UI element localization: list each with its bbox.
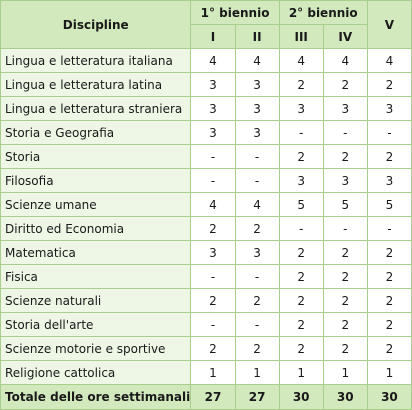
- table-row: [1, 121, 412, 145]
- hours-cell: 2: [323, 145, 367, 169]
- hours-cell: 3: [191, 97, 235, 121]
- hours-cell: 3: [191, 121, 235, 145]
- subject-cell: Filosofia: [1, 169, 191, 193]
- hours-cell: -: [235, 145, 279, 169]
- hours-cell: 2: [279, 73, 323, 97]
- subject-cell: Diritto ed Economia: [1, 217, 191, 241]
- total-hours-cell: 30: [367, 385, 411, 410]
- subject-cell: Storia e Geografia: [1, 121, 191, 145]
- hours-cell: 2: [367, 313, 411, 337]
- table-body: [1, 49, 412, 410]
- hours-cell: 1: [367, 361, 411, 385]
- hours-cell: 2: [323, 289, 367, 313]
- table-row: [1, 73, 412, 97]
- hours-cell: 4: [191, 193, 235, 217]
- hours-cell: -: [235, 169, 279, 193]
- subject-cell: Storia: [1, 145, 191, 169]
- hours-cell: 1: [191, 361, 235, 385]
- hours-cell: 4: [279, 49, 323, 73]
- hours-cell: 5: [323, 193, 367, 217]
- year-header: I: [191, 25, 235, 49]
- subject-cell: Matematica: [1, 241, 191, 265]
- hours-cell: -: [191, 313, 235, 337]
- total-hours-cell: 30: [323, 385, 367, 410]
- hours-cell: 2: [367, 337, 411, 361]
- hours-cell: 3: [235, 73, 279, 97]
- hours-cell: -: [367, 217, 411, 241]
- table-row: [1, 289, 412, 313]
- hours-cell: 2: [323, 241, 367, 265]
- hours-cell: 2: [191, 289, 235, 313]
- hours-cell: 4: [191, 49, 235, 73]
- hours-cell: 2: [235, 289, 279, 313]
- hours-cell: 2: [323, 265, 367, 289]
- hours-cell: 2: [235, 217, 279, 241]
- subject-cell: Religione cattolica: [1, 361, 191, 385]
- hours-cell: -: [191, 265, 235, 289]
- fifth-year-header: V: [367, 1, 411, 49]
- hours-cell: 3: [191, 73, 235, 97]
- hours-cell: 3: [279, 169, 323, 193]
- hours-cell: 2: [367, 241, 411, 265]
- year-header: IV: [323, 25, 367, 49]
- hours-cell: 3: [367, 97, 411, 121]
- hours-cell: -: [279, 121, 323, 145]
- total-hours-cell: 27: [235, 385, 279, 410]
- subject-cell: Lingua e letteratura italiana: [1, 49, 191, 73]
- total-label: Totale delle ore settimanali: [1, 385, 191, 410]
- hours-cell: 1: [235, 361, 279, 385]
- table-row: [1, 97, 412, 121]
- hours-cell: 2: [191, 217, 235, 241]
- hours-cell: 2: [367, 145, 411, 169]
- subject-cell: Scienze motorie e sportive: [1, 337, 191, 361]
- hours-cell: -: [279, 217, 323, 241]
- hours-cell: 2: [367, 73, 411, 97]
- hours-cell: 3: [279, 97, 323, 121]
- year-header: III: [279, 25, 323, 49]
- table-row: [1, 193, 412, 217]
- hours-cell: 4: [235, 49, 279, 73]
- subject-cell: Storia dell'arte: [1, 313, 191, 337]
- discipline-header: Discipline: [1, 1, 191, 49]
- subject-cell: Fisica: [1, 265, 191, 289]
- hours-cell: 2: [279, 241, 323, 265]
- first-biennium-header: 1° biennio: [191, 1, 279, 25]
- hours-cell: 2: [191, 337, 235, 361]
- table-row: [1, 241, 412, 265]
- second-biennium-header: 2° biennio: [279, 1, 367, 25]
- hours-cell: 1: [323, 361, 367, 385]
- table-row: [1, 337, 412, 361]
- hours-cell: -: [235, 313, 279, 337]
- total-hours-cell: 30: [279, 385, 323, 410]
- subject-cell: Lingua e letteratura straniera: [1, 97, 191, 121]
- hours-cell: 3: [323, 169, 367, 193]
- hours-cell: 2: [367, 265, 411, 289]
- table-row: [1, 265, 412, 289]
- hours-cell: -: [235, 265, 279, 289]
- hours-cell: 2: [279, 145, 323, 169]
- hours-cell: -: [323, 121, 367, 145]
- subject-cell: Lingua e letteratura latina: [1, 73, 191, 97]
- hours-cell: -: [323, 217, 367, 241]
- hours-cell: -: [367, 121, 411, 145]
- hours-cell: 2: [279, 313, 323, 337]
- hours-cell: 2: [235, 337, 279, 361]
- hours-cell: -: [191, 169, 235, 193]
- subject-cell: Scienze naturali: [1, 289, 191, 313]
- hours-cell: 3: [191, 241, 235, 265]
- table-row: [1, 313, 412, 337]
- hours-cell: 2: [279, 337, 323, 361]
- hours-cell: -: [191, 145, 235, 169]
- hours-cell: 3: [235, 97, 279, 121]
- hours-cell: 2: [323, 337, 367, 361]
- hours-cell: 2: [367, 289, 411, 313]
- table-row: [1, 145, 412, 169]
- hours-cell: 4: [235, 193, 279, 217]
- hours-cell: 4: [323, 49, 367, 73]
- hours-cell: 1: [279, 361, 323, 385]
- table-row: [1, 361, 412, 385]
- table-row: [1, 49, 412, 73]
- hours-cell: 3: [235, 241, 279, 265]
- hours-cell: 3: [323, 97, 367, 121]
- hours-cell: 3: [367, 169, 411, 193]
- hours-cell: 5: [279, 193, 323, 217]
- hours-cell: 2: [279, 289, 323, 313]
- hours-cell: 4: [367, 49, 411, 73]
- hours-cell: 2: [323, 313, 367, 337]
- table-row: [1, 217, 412, 241]
- hours-cell: 3: [235, 121, 279, 145]
- hours-cell: 2: [279, 265, 323, 289]
- total-row: [1, 385, 412, 410]
- subject-cell: Scienze umane: [1, 193, 191, 217]
- year-header: II: [235, 25, 279, 49]
- hours-cell: 5: [367, 193, 411, 217]
- hours-cell: 2: [323, 73, 367, 97]
- total-hours-cell: 27: [191, 385, 235, 410]
- table-row: [1, 169, 412, 193]
